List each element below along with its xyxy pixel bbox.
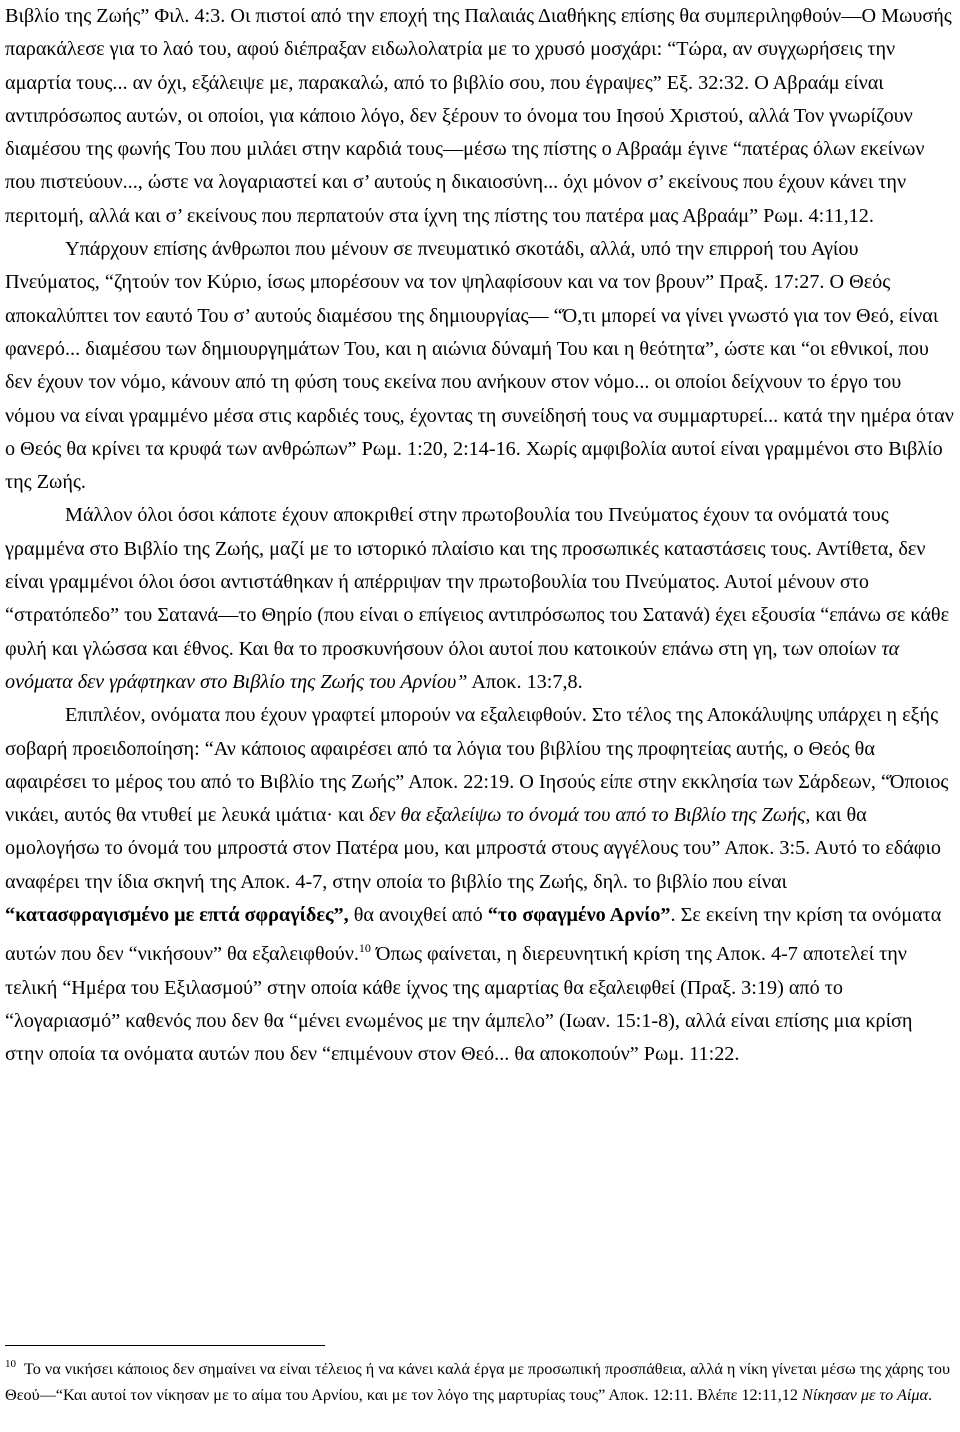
text-run: . Σε εκείνη την κρίση τα ονόματα αυτών που δεν “νικήσουν” θα εξαλειφθούν. <box>5 904 942 966</box>
text-run: “κατασφραγισμένο με επτά σφραγίδες”, <box>5 904 349 927</box>
text-run: Μάλλον όλοι όσοι κάποτε έχουν αποκριθεί στην πρωτοβουλία του Πνεύματος έχουν τα ονόματά τους γραμμένα στο Βιβλίο της Ζωής, μαζί με το ιστορικό πλαίσιο και της προσωπικές καταστάσεις τους. Αντίθετα, δεν είναι γραμμένοι όλοι όσοι αντιστάθηκαν ή απέρριψαν την πρωτοβουλία του Πνεύματος. Αυτοί μένουν στο “στρατόπεδο” του Σατανά—το Θηρίο (που είναι ο επίγειος αντιπρόσωπος του Σατανά) έχει εξουσία “επάνω σε κάθε φυλή και γλώσσα και έθνος. Και θα το προσκυνήσουν όλοι αυτοί που κατοικούν επάνω στη γη, των οποίων <box>5 504 950 660</box>
paragraph <box>5 699 956 1071</box>
text-run: δεν θα εξαλείψω το όνομά του από το Βιβλίο της Ζωής <box>369 804 806 827</box>
text-run: θα ανοιχθεί από <box>348 904 488 927</box>
footnote-marker: 10 <box>5 1358 16 1370</box>
text-run: Όπως φαίνεται, η διερευνητική κρίση της Αποκ. 4-7 αποτελεί την τελική “Ημέρα του Εξιλασμού” στην οποία κάθε ίχνος της αμαρτίας θα εξαλειφθεί (Πραξ. 3:19) από το “λογαριασμό” καθενός που δεν θα “μένει ενωμένος με την άμπελο” (Ιωαν. 15:1-8), αλλά είναι επίσης μια κρίση στην οποία τα ονόματα αυτών που δεν “επιμένουν στον Θεό... θα αποκοπούν” Ρωμ. 11:22. <box>5 943 913 1066</box>
text-run: Επιπλέον, ονόματα που έχουν γραφτεί μπορούν να εξαλειφθούν. Στο τέλος της Αποκάλυψης υπάρχει η εξής σοβαρή προειδοποίηση: “Αν κάποιος αφαιρέσει από τα λόγια του βιβλίου της προφητείας αυτής, ο Θεός θα αφαιρέσει το μέρος του από το Βιβλίο της Ζωής” Αποκ. 22:19. Ο Ιησούς είπε στην εκκλησία των Σάρδεων, “Όποιος νικάει, αυτός θα ντυθεί με λευκά ιμάτια· και <box>5 704 949 827</box>
text-run: Νίκησαν με το Αίμα <box>802 1385 929 1404</box>
text-run: Βιβλίο της Ζωής” Φιλ. 4:3. Οι πιστοί από την εποχή της Παλαιάς Διαθήκης επίσης θα συμπεριληφθούν—Ο Μωυσής παρακάλεσε για το λαό του, αφού διέπραξαν ειδωλολατρία με το χρυσό μοσχάρι: “Τώρα, αν συγχωρήσεις την αμαρτία τους... αν όχι, εξάλειψε με, παρακαλώ, από το βιβλίο σου, που έγραψες” Εξ. 32:32. Ο Αβραάμ είναι αντιπρόσωπος αυτών, οι οποίοι, για κάποιο λόγο, δεν ξέρουν το όνομα του Ιησού Χριστού, αλλά Τον γνωρίζουν διαμέσου της φωνής Του που μιλάει στην καρδιά τους—μέσω της πίστης ο Αβραάμ έγινε “πατέρας όλων εκείνων που πιστεύουν..., ώστε να λογαριαστεί και σ’ αυτούς η δικαιοσύνη... όχι μόνον σ’ εκείνους που έχουν κάνει την περιτομή, αλλά και σ’ εκείνους που περπατούν στα ίχνη της πίστης του πατέρα μας Αβραάμ” Ρωμ. 4:11,12. <box>5 5 952 227</box>
paragraph <box>5 0 956 233</box>
paragraph <box>5 499 956 699</box>
footnote <box>5 1352 954 1408</box>
text-run: Το να νικήσει κάποιος δεν σημαίνει να είναι τέλειος ή να κάνει καλά έργα με προσωπική προσπάθεια, αλλά η νίκη γίνεται μέσω της χάρης του Θεού—“Και αυτοί τον νίκησαν με το αίμα του Αρνίου, και με τον λόγο της μαρτυρίας τους” Αποκ. 12:11. Βλέπε 12:11,12 <box>5 1360 951 1404</box>
text-run: Αποκ. 13:7,8. <box>467 670 583 693</box>
body-text <box>5 0 956 1072</box>
text-run: τα ονόματα δεν γράφτηκαν στο Βιβλίο της Ζωής του Αρνίου” <box>5 637 900 693</box>
text-run: “το σφαγμένο Αρνίο” <box>487 904 671 927</box>
text-run: , και θα ομολογήσω το όνομά του μπροστά στον Πατέρα μου, και μπροστά στους αγγέλους του” Αποκ. 3:5. Αυτό το εδάφιο αναφέρει την ίδια σκηνή της Αποκ. 4-7, στην οποία το βιβλίο της Ζωής, δηλ. το βιβλίο που είναι <box>5 804 941 893</box>
text-run: Υπάρχουν επίσης άνθρωποι που μένουν σε πνευματικό σκοτάδι, αλλά, υπό την επιρροή του Αγίου Πνεύματος, “ζητούν τον Κύριο, ίσως μπορέσουν να τον ψηλαφίσουν και να τον βρουν” Πραξ. 17:27. Ο Θεός αποκαλύπτει τον εαυτό Του σ’ αυτούς διαμέσου της δημιουργίας— “Ό,τι μπορεί να γίνει γνωστό για τον Θεό, είναι φανερό... διαμέσου των δημιουργημάτων Του, και η αιώνια δύναμή Του και η θεότητα”, ώστε και “οι εθνικοί, που δεν έχουν τον νόμο, κάνουν από τη φύση τους εκείνα που ανήκουν στον νόμο... οι οποίοι δείχνουν το έργο του νόμου να είναι γραμμένο μέσα στις καρδιές τους, έχοντας τη συνείδησή τους να συμμαρτυρεί... κατά την ημέρα όταν ο Θεός θα κρίνει τα κρυφά των ανθρώπων” Ρωμ. 1:20, 2:14-16. Χωρίς αμφιβολία αυτοί είναι γραμμένοι στο Βιβλίο της Ζωής. <box>5 238 954 494</box>
paragraph <box>5 233 956 499</box>
text-run: . <box>928 1385 933 1404</box>
footnote-divider <box>5 1345 325 1346</box>
footnote-reference: 10 <box>358 941 371 956</box>
